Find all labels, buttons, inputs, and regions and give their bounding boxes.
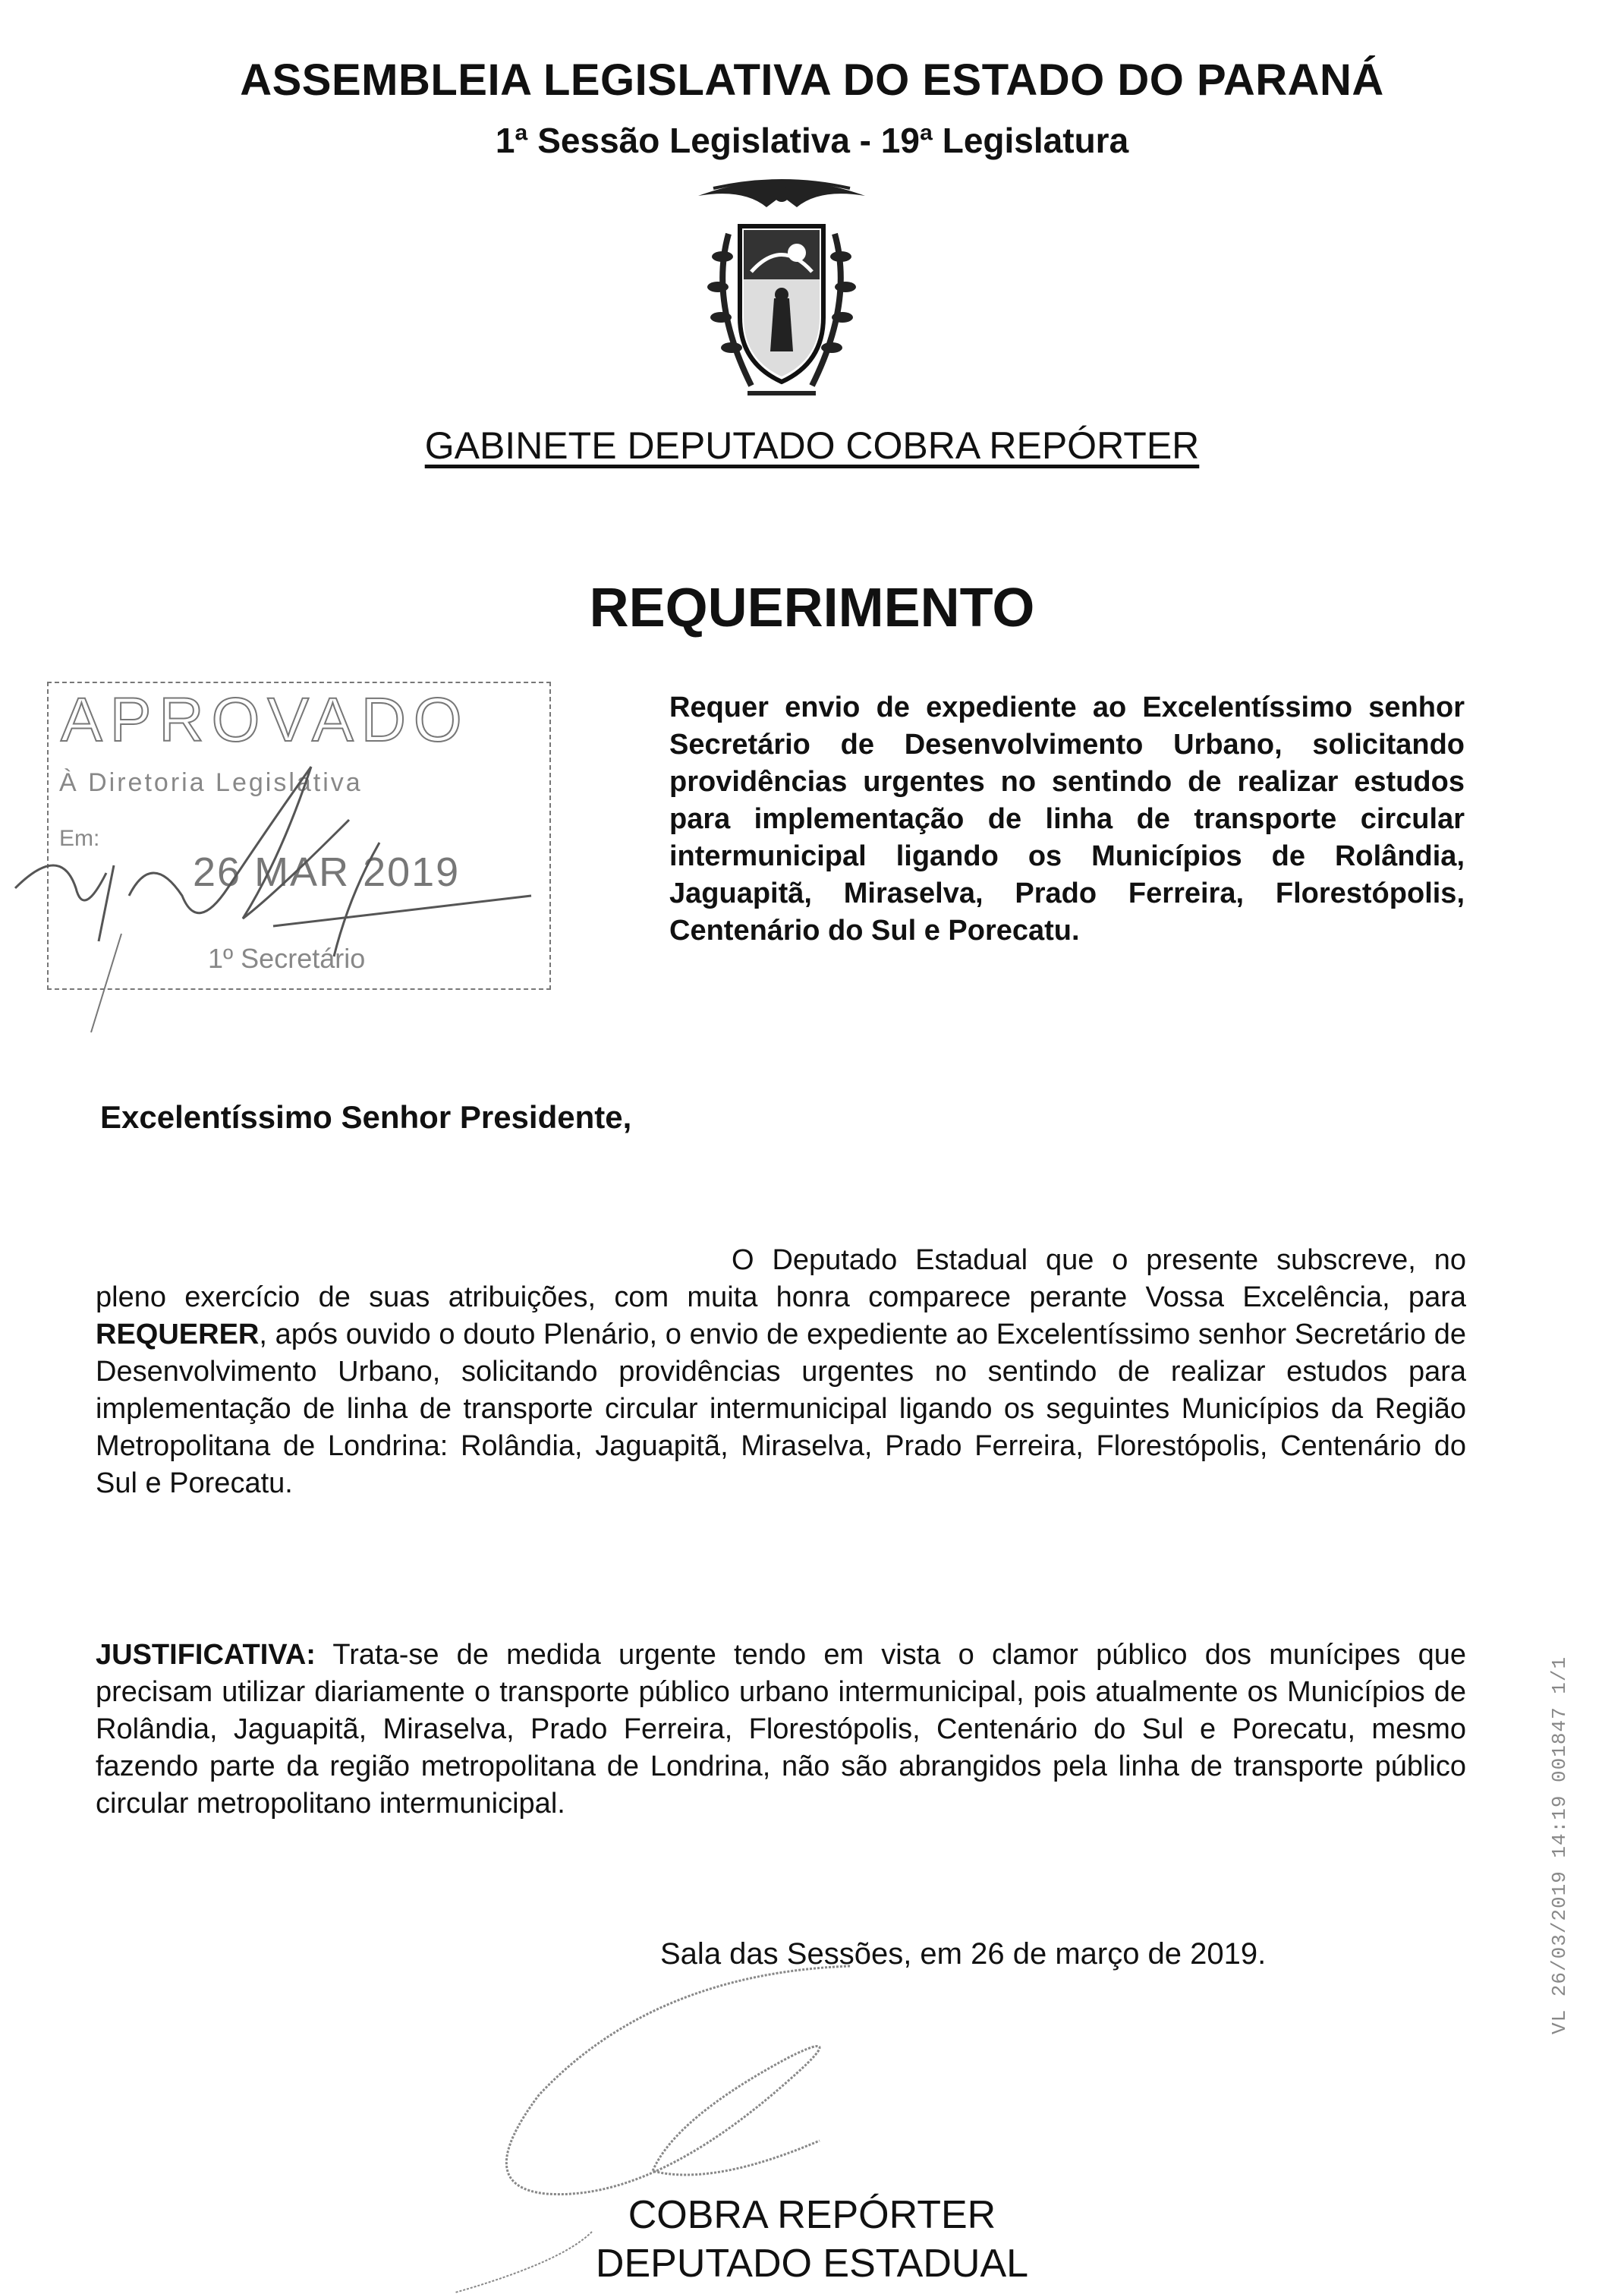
justification <box>96 1637 1466 1823</box>
body-keyword: REQUERER <box>96 1319 260 1350</box>
justification-text: Trata-se de medida urgente tendo em vista o clamor público dos munícipes que precisam utilizar diariamente o transporte público urbano intermunicipal, pois atualmente os Municípios de Rolândia, Jaguapitã, Miraselva, Prado Ferreira, Florestópolis, Centenário do Sul e Porecatu, mesmo fazendo parte da região metropolitana de Londrina, não são abrangidos pela linha de transporte público circular metropolitano intermunicipal. <box>96 1639 1466 1820</box>
session-subtitle: 1ª Sessão Legislativa - 19ª Legislatura <box>495 121 1129 160</box>
signatory-name: COBRA REPÓRTER <box>628 2193 996 2237</box>
signatory-role: DEPUTADO ESTADUAL <box>595 2242 1029 2286</box>
stamp-signatory-role: 1º Secretário <box>208 943 366 974</box>
greeting: Excelentíssimo Senhor Presidente, <box>100 1099 632 1135</box>
institution-title: ASSEMBLEIA LEGISLATIVA DO ESTADO DO PARANÁ <box>240 55 1384 105</box>
document-title: REQUERIMENTO <box>589 578 1035 638</box>
side-registry-stamp: VL 26/03/2019 14:19 001847 1/1 <box>1548 1656 1571 2034</box>
request-body <box>96 1242 1466 1502</box>
place-and-date: Sala das Sessões, em 26 de março de 2019. <box>660 1937 1267 1971</box>
stamp-handwritten-signature <box>0 668 577 1063</box>
request-summary: Requer envio de expediente ao Excelentíssimo senhor Secretário de Desenvolvimento Urbano, solicitando providências urgentes no sentindo de realizar estudos para implementação de linha de transporte circular intermunicipal ligando os Municípios de Rolândia, Jaguapitã, Miraselva, Prado Ferreira, Florestópolis, Centenário do Sul e Porecatu. <box>669 692 1465 947</box>
stamp-date: 26 MAR 2019 <box>193 849 461 895</box>
cabinet-heading: GABINETE DEPUTADO COBRA REPÓRTER <box>424 424 1200 467</box>
body-part1: O Deputado Estadual que o presente subscreve, no pleno exercício de suas atribuições, com muita honra comparece perante Vossa Excelência, para <box>96 1244 1466 1313</box>
stamp-status: APROVADO <box>61 685 470 755</box>
body-part2: , após ouvido o douto Plenário, o envio de expediente ao Excelentíssimo senhor Secretário de Desenvolvimento Urbano, solicitando providências urgentes no sentindo de realizar estudos para implementação de linha de transporte circular intermunicipal ligando os seguintes Municípios da Região Metropolitana de Londrina: Rolândia, Jaguapitã, Miraselva, Prado Ferreira, Florestópolis, Centenário do Sul e Porecatu. <box>96 1319 1466 1499</box>
parana-coat-of-arms-icon <box>668 165 895 408</box>
justification-label: JUSTIFICATIVA: <box>96 1639 316 1671</box>
stamp-destination: À Diretoria Legislativa <box>59 768 363 797</box>
stamp-date-label: Em: <box>59 826 100 851</box>
